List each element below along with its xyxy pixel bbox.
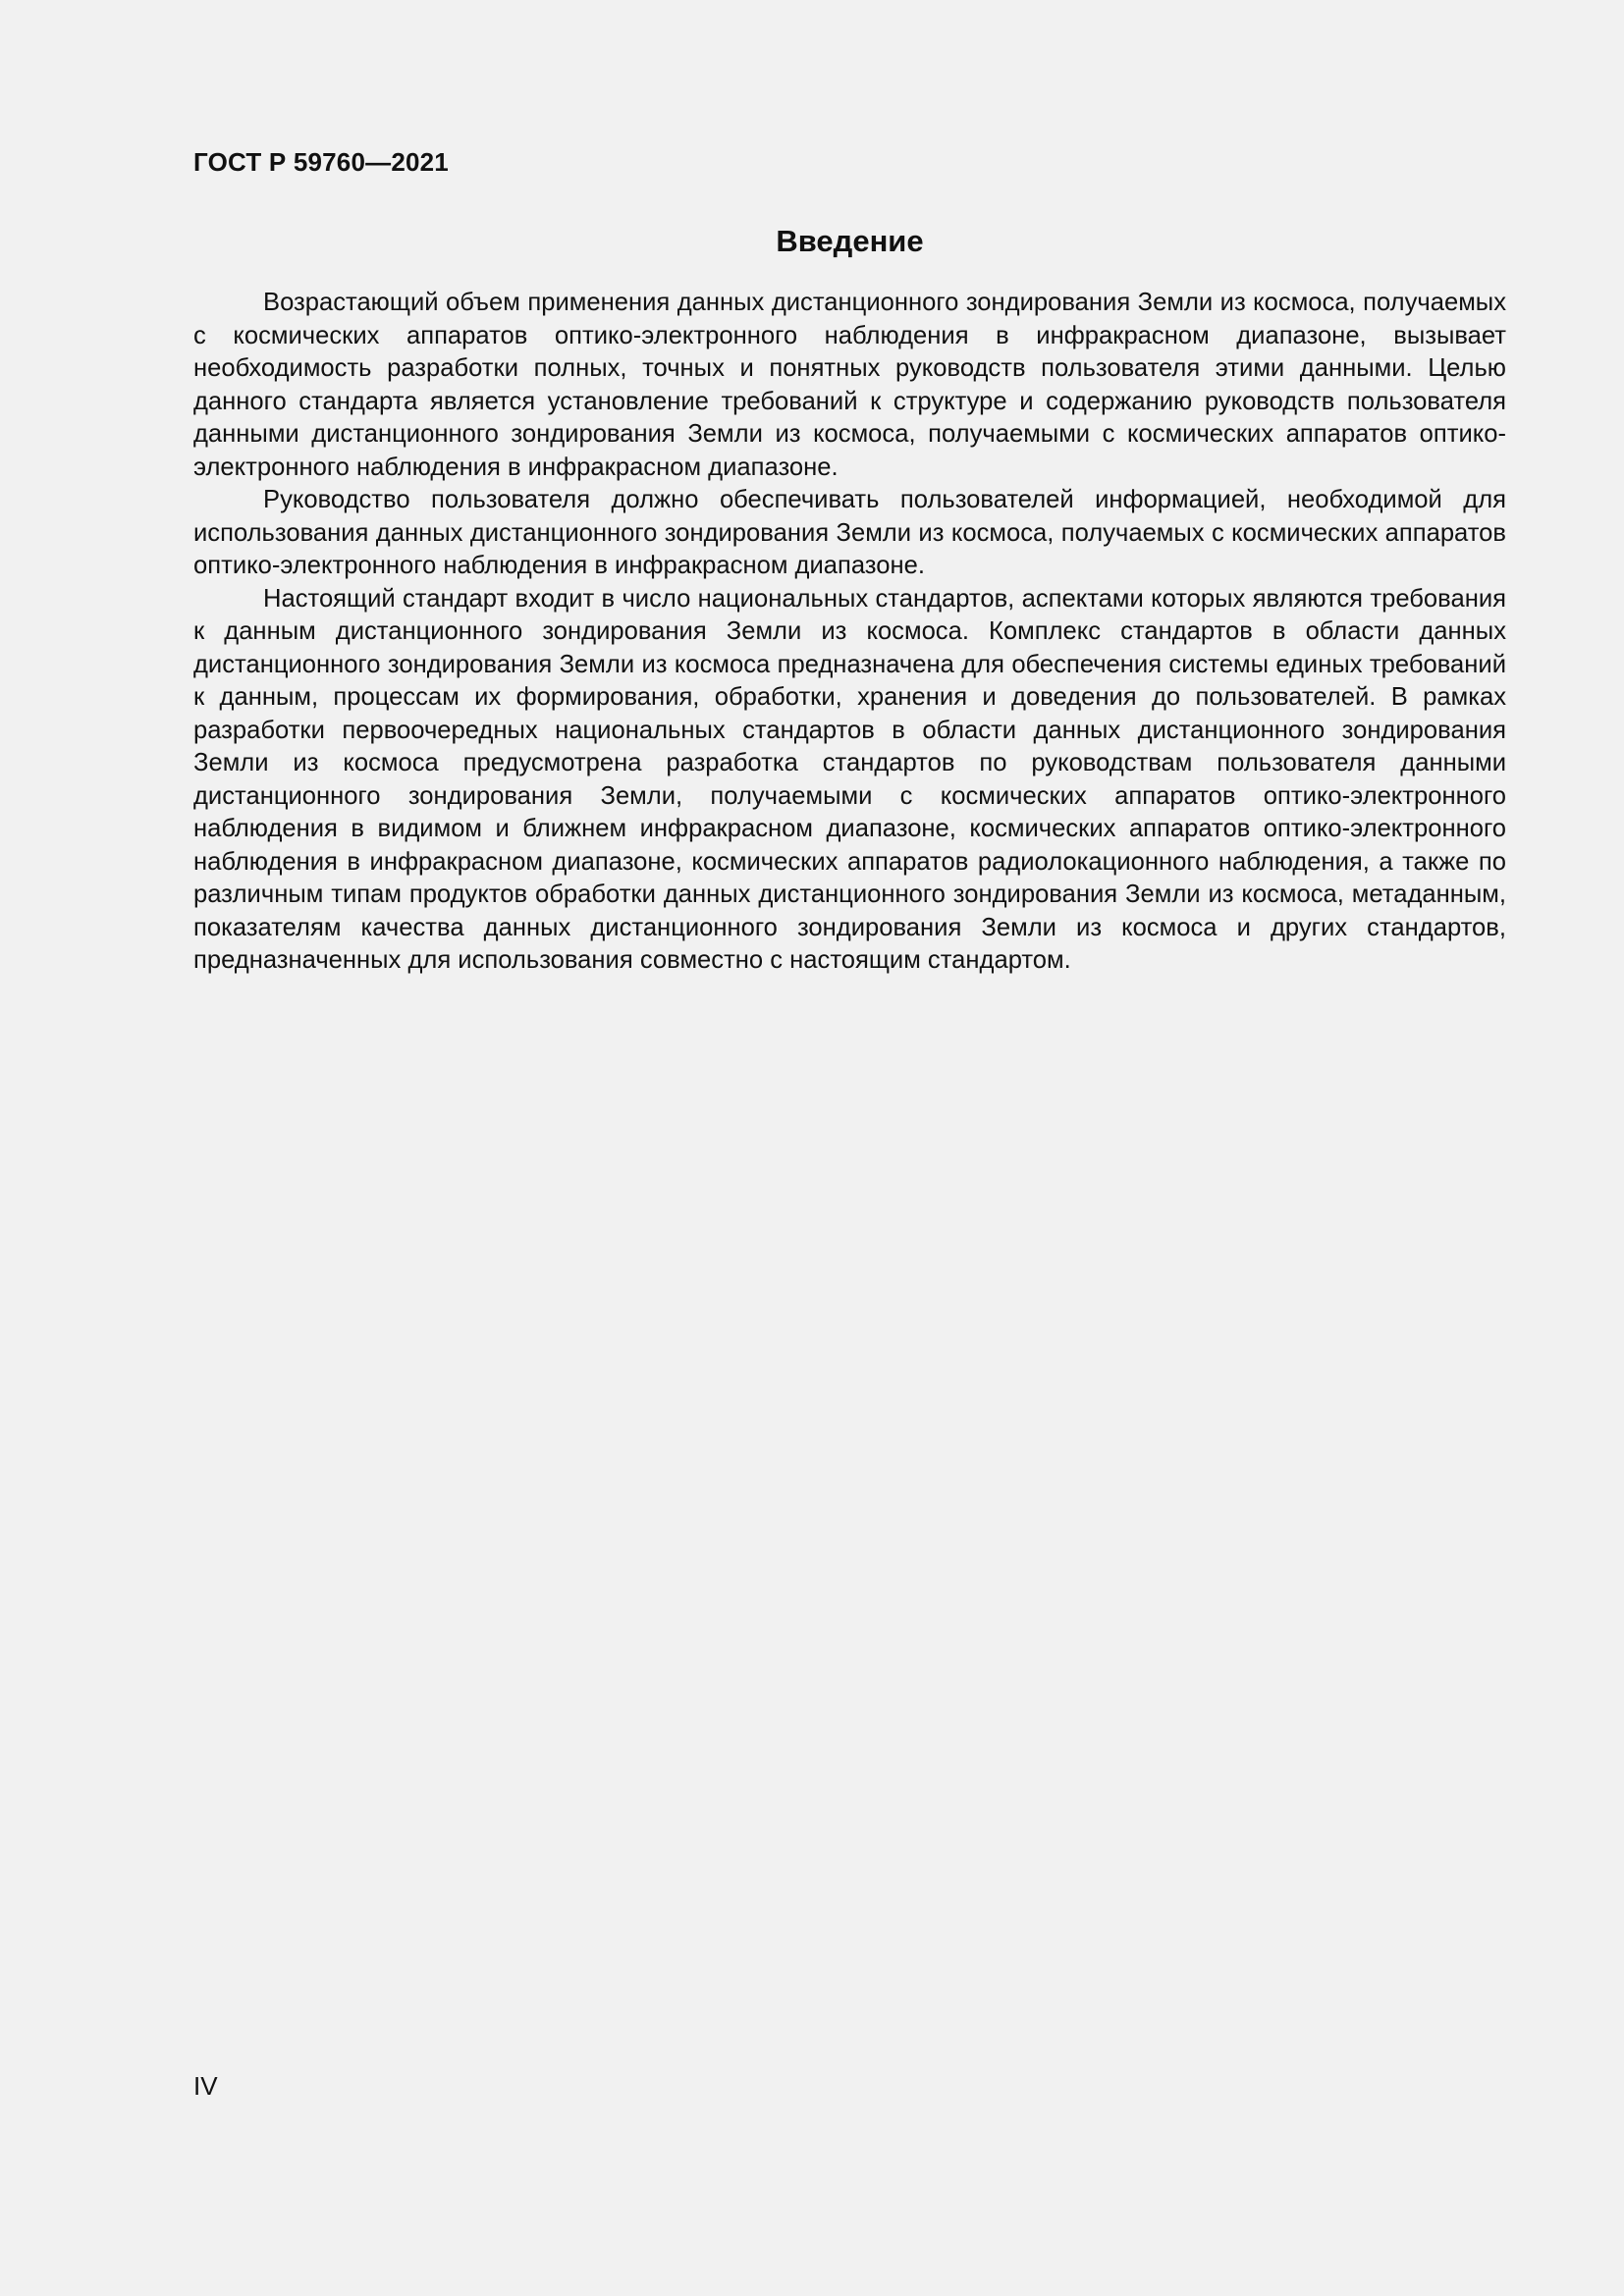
section-title: Введение <box>776 224 924 258</box>
standard-code-header: ГОСТ Р 59760—2021 <box>193 147 449 177</box>
paragraph-2: Руководство пользователя должно обеспечивать пользователей информацией, необходимой для использования данных дистанционного зондирования Земли из космоса, получаемых с космических аппаратов оптико-электронного наблюдения в инфракрасном диапазоне. <box>193 486 1506 579</box>
paragraph-1: Возрастающий объем применения данных дистанционного зондирования Земли из космоса, получаемых с космических аппаратов оптико-электронного наблюдения в инфракрасном диапазоне, вызывает необходимость разработки полных, точных и понятных руководств пользователя этими данными. Целью данного стандарта является установление требований к структуре и содержанию руководств пользователя данными дистанционного зондирования Земли из космоса, получаемыми с космических аппаратов оптико-электронного наблюдения в инфракрасном диапазоне. <box>193 289 1506 481</box>
page-number: IV <box>193 2071 218 2101</box>
paragraph-3: Настоящий стандарт входит в число национальных стандартов, аспектами которых являются требования к данным дистанционного зондирования Земли из космоса. Комплекс стандартов в области данных дистанционного зондирования Земли из космоса предназначена для обеспечения системы единых требований к данным, процессам их формирования, обработки, хранения и доведения до пользователей. В рамках разработки первоочередных национальных стандартов в области данных дистанционного зондирования Земли из космоса предусмотрена разработка стандартов по руководствам пользователя данными дистанционного зондирования Земли, получаемыми с космических аппаратов оптико-электронного наблюдения в видимом и ближнем инфракрасном диапазоне, космических аппаратов оптико-электронного наблюдения в инфракрасном диапазоне, космических аппаратов радиолокационного наблюдения, а также по различным типам продуктов обработки данных дистанционного зондирования Земли из космоса, метаданным, показателям качества данных дистанционного зондирования Земли из космоса и других стандартов, предназначенных для использования совместно с настоящим стандартом. <box>193 584 1506 974</box>
introduction-body <box>193 287 1506 978</box>
